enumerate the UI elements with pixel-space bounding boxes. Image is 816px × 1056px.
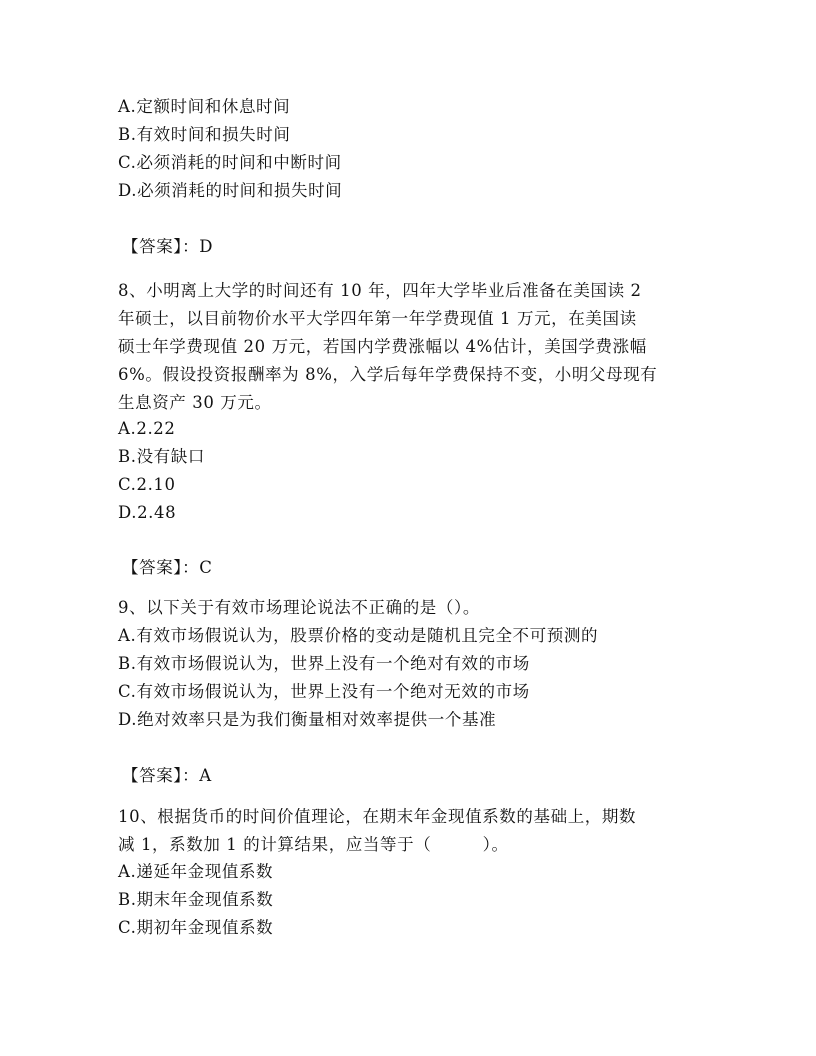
q10-option-c: C.期初年金现值系数 [118,918,274,937]
q9-stem-line-1: 9、以下关于有效市场理论说法不正确的是（）。 [118,598,480,617]
q8-answer: 【答案】：C [122,558,213,577]
q8-stem-line-1: 8、小明离上大学的时间还有 10 年，四年大学毕业后准备在美国读 2 [118,281,642,300]
q7-answer: 【答案】：D [122,237,214,256]
q7-option-a: A.定额时间和休息时间 [118,97,291,116]
q9-option-c: C.有效市场假说认为，世界上没有一个绝对无效的市场 [118,682,530,701]
q9-option-a: A.有效市场假说认为，股票价格的变动是随机且完全不可预测的 [118,626,599,645]
q10-option-a: A.递延年金现值系数 [118,862,274,881]
q7-option-b: B.有效时间和损失时间 [118,125,291,144]
q8-option-b: B.没有缺口 [118,447,205,466]
q10-stem-line-2: 减 1，系数加 1 的计算结果，应当等于（ ）。 [118,835,509,854]
q8-option-c: C.2.10 [118,475,176,494]
q7-option-d: D.必须消耗的时间和损失时间 [118,181,343,200]
q10-option-b: B.期末年金现值系数 [118,890,274,909]
q10-stem-line-1: 10、根据货币的时间价值理论，在期末年金现值系数的基础上，期数 [118,807,637,826]
q8-option-d: D.2.48 [118,503,177,522]
q8-option-a: A.2.22 [118,419,176,438]
q8-stem-line-2: 年硕士，以目前物价水平大学四年第一年学费现值 1 万元，在美国读 [118,309,637,328]
q8-stem-line-4: 6%。假设投资报酬率为 8%，入学后每年学费保持不变，小明父母现有 [118,365,658,384]
q9-option-d: D.绝对效率只是为我们衡量相对效率提供一个基准 [118,710,497,729]
q8-stem-line-3: 硕士年学费现值 20 万元，若国内学费涨幅以 4%估计，美国学费涨幅 [118,337,647,356]
q7-option-c: C.必须消耗的时间和中断时间 [118,153,342,172]
q9-option-b: B.有效市场假说认为，世界上没有一个绝对有效的市场 [118,654,530,673]
q9-answer: 【答案】：A [122,766,212,785]
q8-stem-line-5: 生息资产 30 万元。 [118,393,272,412]
